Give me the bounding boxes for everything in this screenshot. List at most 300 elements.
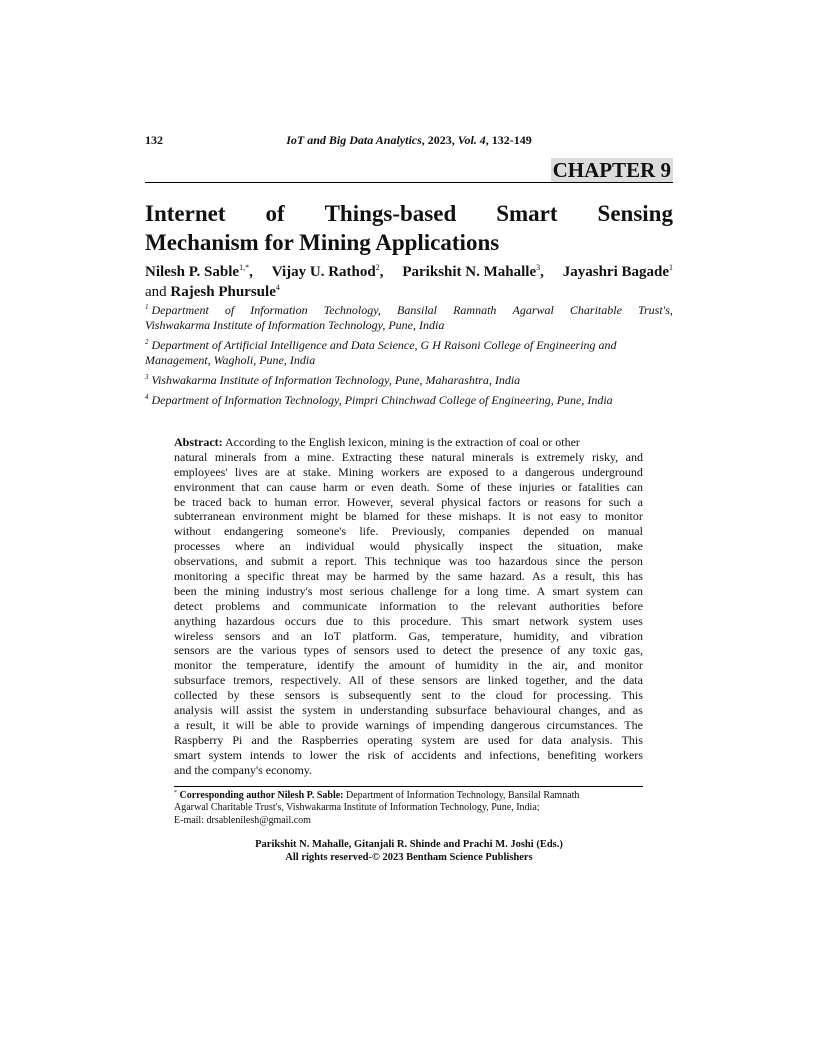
- abstract-word: back: [228, 494, 252, 509]
- abstract-word: analysis.: [570, 732, 613, 747]
- abstract-word: fatalities: [578, 479, 620, 494]
- abstract-word: This: [621, 732, 643, 747]
- affiliation-line: Management, Wagholi, Pune, India: [145, 353, 316, 367]
- abstract-word: of: [393, 747, 404, 762]
- abstract-word: be: [345, 509, 357, 524]
- abstract-word: communicate: [302, 598, 367, 613]
- abstract-word: life.: [359, 524, 379, 539]
- abstract-word: of: [550, 643, 561, 658]
- abstract-word: a: [464, 583, 471, 598]
- abstract-word: dangerous: [490, 717, 540, 732]
- abstract-word: a: [552, 569, 559, 584]
- running-head: [145, 133, 673, 149]
- abstract-word: to: [451, 688, 461, 703]
- abstract-word: person: [610, 554, 643, 569]
- abstract-word: lower: [309, 747, 338, 762]
- author-name: Parikshit N. Mahalle: [402, 264, 537, 280]
- abstract-word: detect: [174, 598, 203, 613]
- abstract-word: since: [555, 554, 581, 569]
- abstract-word: mining: [225, 583, 260, 598]
- abstract-word: can: [626, 583, 643, 598]
- abstract-word: an: [279, 539, 291, 554]
- abstract-word: companies: [458, 524, 510, 539]
- abstract-word: Previously,: [391, 524, 446, 539]
- title-word: Smart: [496, 201, 558, 226]
- author-affil-marker: 1,*: [239, 263, 250, 272]
- abstract-word: and: [577, 658, 595, 673]
- abstract-word: and: [245, 554, 263, 569]
- abstract-word: submit: [271, 554, 304, 569]
- abstract-word: However,: [346, 494, 394, 509]
- abstract-word: amount: [388, 658, 425, 673]
- abstract-word: toxic: [592, 643, 617, 658]
- abstract-word: inspect: [478, 539, 513, 554]
- abstract-word: and: [271, 628, 290, 643]
- affiliation-2: [145, 338, 673, 368]
- abstract-word: someone's: [296, 524, 347, 539]
- affiliations: [145, 303, 673, 413]
- chapter-title: [145, 199, 673, 257]
- abstract-line: [174, 733, 643, 748]
- affiliation-text: Department of Information Technology, Pimpri Chinchwad College of Engineering, Pune, India: [151, 393, 613, 407]
- abstract-word: these: [249, 688, 275, 703]
- abstract-line: [174, 539, 643, 554]
- abstract-word: data: [541, 732, 562, 747]
- affiliation-line: [145, 338, 673, 353]
- abstract-word: It: [508, 509, 516, 524]
- abstract-word: benefiting: [547, 747, 597, 762]
- abstract-word: this: [602, 569, 620, 584]
- abstract-word: Some: [436, 479, 464, 494]
- abstract-word: too: [475, 554, 491, 569]
- abstract-line: [174, 524, 643, 539]
- author-name: Jayashri Bagade: [562, 264, 669, 280]
- abstract-word: Gas,: [408, 628, 431, 643]
- abstract-word: system: [421, 732, 455, 747]
- abstract-word: result,: [565, 569, 596, 584]
- title-word: Internet: [145, 201, 226, 226]
- abstract-word: challenge: [390, 583, 437, 598]
- author-affil-marker: 4: [275, 283, 280, 292]
- abstract-word: system: [208, 747, 242, 762]
- abstract-word: any: [567, 643, 586, 658]
- abstract-word: was: [448, 554, 468, 569]
- affiliation-line: Vishwakarma Institute of Information Technology, Pune, India: [145, 318, 445, 332]
- abstract-word: humidity,: [513, 628, 560, 643]
- abstract-word: natural: [431, 449, 465, 464]
- abstract-word: the: [600, 673, 616, 688]
- author-affil-marker: 3: [536, 263, 541, 272]
- abstract-line: [174, 718, 643, 733]
- abstract-word: before: [612, 598, 643, 613]
- abstract-word: to: [588, 509, 598, 524]
- abstract-word: monitor: [174, 658, 212, 673]
- abstract-word: uses: [622, 613, 643, 628]
- abstract-word: smart: [552, 583, 579, 598]
- abstract-word: factors: [488, 494, 521, 509]
- abstract-word: can: [626, 479, 643, 494]
- abstract-word: the: [470, 598, 486, 613]
- abstract-word: where: [235, 539, 265, 554]
- abstract-word: accidents: [411, 747, 457, 762]
- abstract-word: IoT: [323, 628, 341, 643]
- abstract-line: [174, 495, 643, 510]
- abstract-word: various: [260, 643, 297, 658]
- journal-year: , 2023,: [421, 133, 458, 147]
- abstract-word: minerals: [214, 449, 257, 464]
- abstract-word: hazard.: [489, 569, 525, 584]
- abstract-word: time.: [505, 583, 530, 598]
- affiliation-word: Information: [250, 303, 308, 317]
- abstract-word: be: [354, 569, 366, 584]
- abstract-word: infections,: [489, 747, 540, 762]
- title-line-2: Mechanism for Mining Applications: [145, 230, 500, 255]
- abstract-word: sensors: [174, 643, 210, 658]
- abstract-word: this: [372, 613, 391, 628]
- abstract-line: and the company's economy.: [174, 762, 313, 777]
- abstract-word: death.: [400, 479, 430, 494]
- abstract-word: cloud: [495, 688, 523, 703]
- abstract-word: of: [415, 717, 426, 732]
- abstract-word: Raspberries: [301, 732, 359, 747]
- abstract-word: types: [303, 643, 330, 658]
- abstract-word: Mining: [338, 464, 374, 479]
- abstract-word: by: [416, 569, 429, 584]
- authors-line-2: [145, 282, 673, 302]
- affiliation-1: [145, 303, 673, 333]
- abstract-word: sensors: [284, 688, 321, 703]
- abstract-word: able: [279, 717, 300, 732]
- abstract-word: processes: [174, 539, 220, 554]
- abstract-word: cause: [289, 479, 317, 494]
- abstract-word: hazardous: [226, 613, 275, 628]
- abstract-line: [174, 554, 643, 569]
- abstract-word: the: [238, 643, 254, 658]
- abstract-word: be: [174, 494, 186, 509]
- abstract-word: Pi: [232, 732, 243, 747]
- copyright-line: All rights reserved-© 2023 Bentham Science Publishers: [285, 852, 533, 863]
- title-line-1: [145, 199, 673, 228]
- affiliation-word-text: Department: [151, 303, 209, 317]
- abstract-word: reasons: [544, 494, 581, 509]
- abstract-word: can: [266, 479, 283, 494]
- author-sep: ,: [379, 264, 384, 280]
- abstract-word: human: [274, 494, 308, 509]
- abstract-word: exposed: [448, 464, 489, 479]
- abstract-word: and: [272, 598, 290, 613]
- abstract-word: operating: [367, 732, 413, 747]
- abstract-word: underground: [581, 464, 643, 479]
- abstract-word: endangering: [223, 524, 284, 539]
- abstract-word: to: [292, 747, 302, 762]
- abstract-word: for: [443, 583, 458, 598]
- abstract-word: situation,: [557, 539, 602, 554]
- abstract-word: by: [227, 688, 240, 703]
- abstract-line: [174, 465, 643, 480]
- abstract-word: to: [258, 494, 268, 509]
- abstract-word: provide: [321, 717, 359, 732]
- abstract-word: sensors: [422, 673, 458, 688]
- abstract-word: the: [277, 732, 293, 747]
- abstract-word: used: [396, 643, 419, 658]
- abstract-word: problems: [215, 598, 260, 613]
- abstract-word: circumstances.: [546, 717, 618, 732]
- abstract-word: extremely: [536, 449, 585, 464]
- affiliation-word: of: [224, 303, 235, 317]
- abstract-word: a: [234, 569, 240, 584]
- abstract-word: anything: [174, 613, 216, 628]
- author: [145, 262, 253, 282]
- abstract-word: wireless: [174, 628, 214, 643]
- abstract-word: understanding: [360, 703, 429, 718]
- abstract-word: sent: [421, 688, 441, 703]
- abstract-word: authorities: [549, 598, 600, 613]
- abstract-word: gas,: [624, 643, 643, 658]
- abstract-line: [174, 509, 643, 524]
- abstract-word: is: [520, 449, 529, 464]
- abstract-word: for: [405, 509, 420, 524]
- abstract-word: This: [621, 688, 643, 703]
- abstract-word: even: [371, 479, 394, 494]
- abstract-word: most: [319, 583, 343, 598]
- abstract-word: to: [495, 464, 505, 479]
- abstract-word: are: [464, 732, 479, 747]
- abstract-word: the: [478, 643, 494, 658]
- abstract-word: the: [527, 539, 543, 554]
- abstract-word: observations,: [174, 554, 238, 569]
- abstract-word: has: [626, 569, 643, 584]
- abstract-word: Extracting: [341, 449, 392, 464]
- abstract-word: information: [379, 598, 437, 613]
- author: [402, 262, 544, 282]
- abstract-word: of: [371, 673, 382, 688]
- abstract-word: in: [508, 658, 518, 673]
- abstract-word: several: [400, 494, 435, 509]
- abstract-word: identify: [316, 658, 355, 673]
- author-list: [145, 262, 673, 302]
- abstract-word: without: [174, 524, 211, 539]
- abstract-word: or: [561, 479, 572, 494]
- abstract-word: might: [310, 509, 339, 524]
- abstract-word: collected: [174, 688, 218, 703]
- abstract-word: result,: [186, 717, 216, 732]
- author-affil-marker: 1: [669, 263, 673, 272]
- abstract-word: these: [427, 509, 452, 524]
- abstract-word: an: [300, 628, 313, 643]
- abstract-word: natural: [174, 449, 208, 464]
- author: [563, 262, 673, 282]
- abstract-word: threat: [291, 569, 320, 584]
- abstract-word: traced: [192, 494, 222, 509]
- abstract-line: [174, 748, 643, 763]
- author-connector: and: [145, 284, 167, 300]
- abstract-word: of: [336, 643, 347, 658]
- abstract-word: processing.: [556, 688, 612, 703]
- abstract-word: All: [348, 673, 364, 688]
- abstract-word: or: [354, 479, 365, 494]
- affiliation-text: Vishwakarma Institute of Information Technology, Pune, Maharashtra, India: [151, 373, 521, 387]
- affiliation-3: [145, 373, 673, 388]
- abstract-word: serious: [349, 583, 384, 598]
- abstract-line: [174, 658, 643, 673]
- abstract-word: such: [608, 494, 631, 509]
- affiliation-word: Agarwal: [512, 303, 554, 317]
- abstract-word: in: [343, 703, 353, 718]
- abstract-word: environment: [242, 509, 304, 524]
- abstract: [174, 435, 643, 777]
- abstract-word: data: [622, 673, 643, 688]
- abstract-word: risk: [367, 747, 386, 762]
- author-name: Nilesh P. Sable: [145, 264, 240, 280]
- footnote-marker: *: [174, 790, 177, 796]
- abstract-word: for: [532, 688, 547, 703]
- affiliation-word: Technology,: [323, 303, 381, 317]
- abstract-word: to: [305, 717, 316, 732]
- author-name: Rajesh Phursule: [170, 284, 276, 300]
- footnote-text: Department of Information Technology, Bansilal Ramnath: [346, 790, 580, 801]
- abstract-word: physical: [441, 494, 482, 509]
- abstract-word: due: [326, 613, 344, 628]
- abstract-word: the: [588, 554, 603, 569]
- abstract-word: The: [624, 717, 643, 732]
- abstract-word: of: [434, 658, 445, 673]
- abstract-word: platform.: [352, 628, 397, 643]
- abstract-word: assist: [246, 703, 273, 718]
- abstract-word: the: [222, 658, 237, 673]
- abstract-line: [174, 673, 643, 688]
- abstract-word: This: [364, 554, 387, 569]
- abstract-line: [174, 480, 643, 495]
- abstract-word: to: [448, 598, 459, 613]
- abstract-word: is: [522, 509, 531, 524]
- abstract-word: lives: [234, 464, 258, 479]
- author-sep: ,: [249, 264, 253, 280]
- abstract-word: system: [585, 583, 620, 598]
- abstract-word: and: [570, 628, 589, 643]
- abstract-line: [174, 584, 643, 599]
- abstract-word: respectively.: [280, 673, 341, 688]
- editors-line: Parikshit N. Mahalle, Gitanjali R. Shinde and Prachi M. Joshi (Eds.): [255, 839, 563, 850]
- abstract-word: are: [465, 673, 480, 688]
- abstract-word: monitor: [604, 658, 643, 673]
- abstract-word: will: [220, 703, 239, 718]
- title-word: Things-based: [324, 201, 457, 226]
- abstract-word: together,: [525, 673, 568, 688]
- abstract-word: easy: [560, 509, 582, 524]
- abstract-word: a: [512, 464, 518, 479]
- abstract-word: make: [616, 539, 643, 554]
- abstract-word: used: [487, 732, 510, 747]
- abstract-word: would: [369, 539, 400, 554]
- journal-pages: , 132-149: [485, 133, 532, 147]
- abstract-word: warnings: [365, 717, 410, 732]
- abstract-word: not: [537, 509, 553, 524]
- abstract-word: of: [470, 479, 481, 494]
- author-affil-marker: 2: [375, 263, 380, 272]
- abstract-word: depended: [523, 524, 570, 539]
- abstract-word: the: [280, 703, 295, 718]
- abstract-word: to: [353, 613, 363, 628]
- abstract-word: subsequently: [348, 688, 412, 703]
- journal-volume: Vol. 4: [457, 133, 486, 147]
- abstract-word: technique: [394, 554, 441, 569]
- abstract-word: detect: [442, 643, 472, 658]
- abstract-word: subsurface: [435, 703, 487, 718]
- abstract-word: dangerous: [525, 464, 575, 479]
- abstract-word: harm: [323, 479, 348, 494]
- abstract-word: occurs: [284, 613, 317, 628]
- abstract-word: monitor: [604, 509, 643, 524]
- abstract-word: A: [536, 583, 546, 598]
- abstract-word: error.: [314, 494, 340, 509]
- abstract-word: environment: [174, 479, 235, 494]
- title-word: Sensing: [597, 201, 673, 226]
- abstract-word: to: [426, 643, 436, 658]
- affiliation-4: [145, 393, 673, 408]
- abstract-word: are: [426, 464, 442, 479]
- abstract-word: injuries: [518, 479, 555, 494]
- abstract-word: these: [399, 449, 424, 464]
- abstract-word: a: [294, 449, 300, 464]
- abstract-word: individual: [305, 539, 355, 554]
- abstract-word: tremors,: [233, 673, 273, 688]
- abstract-word: risky,: [591, 449, 619, 464]
- abstract-word: that: [241, 479, 260, 494]
- chapter-rule: [145, 182, 673, 183]
- abstract-word: smart: [174, 747, 201, 762]
- abstract-word: report.: [325, 554, 357, 569]
- author-sep: ,: [540, 264, 544, 280]
- abstract-line: [174, 569, 643, 584]
- abstract-word: Raspberry: [174, 732, 224, 747]
- abstract-word: changes,: [558, 703, 601, 718]
- abstract-word: relevant: [497, 598, 537, 613]
- abstract-word: workers: [380, 464, 420, 479]
- footnote-line: Agarwal Charitable Trust's, Vishwakarma Institute of Information Technology, Pune, India;: [174, 802, 540, 814]
- corresponding-author-footnote: [174, 790, 643, 827]
- abstract-word: at: [286, 464, 296, 479]
- affiliation-line: [145, 393, 673, 408]
- abstract-word: the: [364, 658, 379, 673]
- abstract-word: stake.: [303, 464, 331, 479]
- abstract-word: these: [389, 673, 415, 688]
- abstract-line: [174, 703, 643, 718]
- abstract-word: are: [264, 464, 280, 479]
- abstract-word: smart: [492, 613, 520, 628]
- authors-line-1: [145, 262, 673, 282]
- affiliation-word: [145, 303, 209, 318]
- affiliation-line: [145, 373, 673, 388]
- abstract-label: Abstract:: [174, 435, 223, 449]
- abstract-word: system: [302, 703, 336, 718]
- abstract-word: the: [470, 688, 486, 703]
- abstract-word: minerals: [472, 449, 514, 464]
- abstract-line: [174, 450, 643, 465]
- abstract-word: temperature,: [246, 658, 307, 673]
- abstract-text: According to the English lexicon, mining is the extraction of coal or other: [225, 435, 580, 449]
- abstract-word: as: [632, 703, 643, 718]
- affiliation-number: 1: [145, 303, 149, 311]
- abstract-word: these: [487, 479, 512, 494]
- abstract-word: harmed: [373, 569, 410, 584]
- abstract-word: presence: [501, 643, 543, 658]
- abstract-word: system: [578, 613, 613, 628]
- abstract-word: sensors: [353, 643, 390, 658]
- abstract-word: hazardous: [498, 554, 548, 569]
- abstract-word: a: [311, 554, 318, 569]
- abstract-word: This: [461, 613, 483, 628]
- abstract-word: is: [330, 688, 339, 703]
